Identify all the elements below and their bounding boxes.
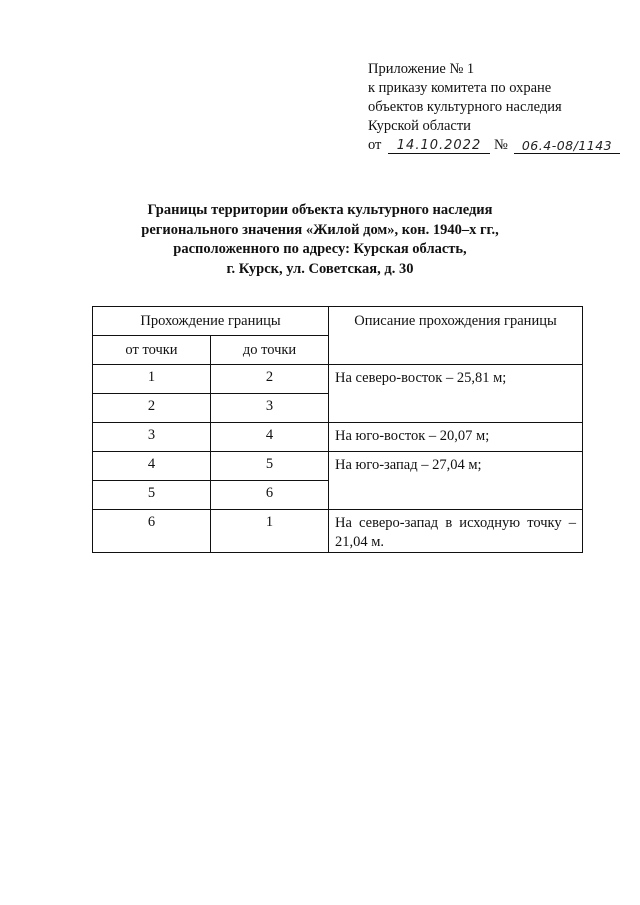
title-line-3: расположенного по адресу: Курская область, (173, 241, 467, 257)
order-date-number-line (368, 136, 628, 158)
table-cell-to: 6 (211, 481, 329, 510)
table-cell-from: 1 (93, 365, 211, 394)
table-cell-description: На северо-восток – 25,81 м; (329, 365, 583, 423)
header-from-point: от точки (93, 336, 211, 365)
number-label: № (494, 137, 508, 153)
header-passage: Прохождение границы (93, 307, 329, 336)
table-cell-description: На северо-запад в исходную точку – 21,04 м. (329, 510, 583, 553)
order-date-handwritten: 14.10.2022 (388, 136, 490, 154)
title-line-1: Границы территории объекта культурного наследия (147, 202, 493, 218)
table-cell-from: 5 (93, 481, 211, 510)
table-cell-from: 2 (93, 394, 211, 423)
from-label: от (368, 137, 382, 153)
table-cell-to: 1 (211, 510, 329, 553)
table-cell-to: 5 (211, 452, 329, 481)
header-to-point: до точки (211, 336, 329, 365)
order-number-handwritten: 06.4-08/1143 (514, 136, 620, 154)
table-cell-to: 3 (211, 394, 329, 423)
appendix-region: Курской области (368, 118, 471, 134)
table-cell-from: 3 (93, 423, 211, 452)
appendix-block (368, 60, 628, 158)
table-cell-description: На юго-восток – 20,07 м; (329, 423, 583, 452)
title-line-2: регионального значения «Жилой дом», кон. 1940–х гг., (141, 221, 499, 238)
header-description: Описание прохождения границы (329, 307, 583, 365)
table-cell-from: 4 (93, 452, 211, 481)
appendix-order-ref: к приказу комитета по охране (368, 80, 552, 96)
appendix-committee: объектов культурного наследия (368, 99, 562, 115)
table-cell-description: На юго-запад – 27,04 м; (329, 452, 583, 510)
boundary-table (92, 306, 583, 553)
table-cell-to: 4 (211, 423, 329, 452)
document-title (100, 201, 540, 279)
table-cell-from: 6 (93, 510, 211, 553)
title-line-4: г. Курск, ул. Советская, д. 30 (226, 260, 414, 277)
appendix-title: Приложение № 1 (368, 61, 475, 77)
table-cell-to: 2 (211, 365, 329, 394)
